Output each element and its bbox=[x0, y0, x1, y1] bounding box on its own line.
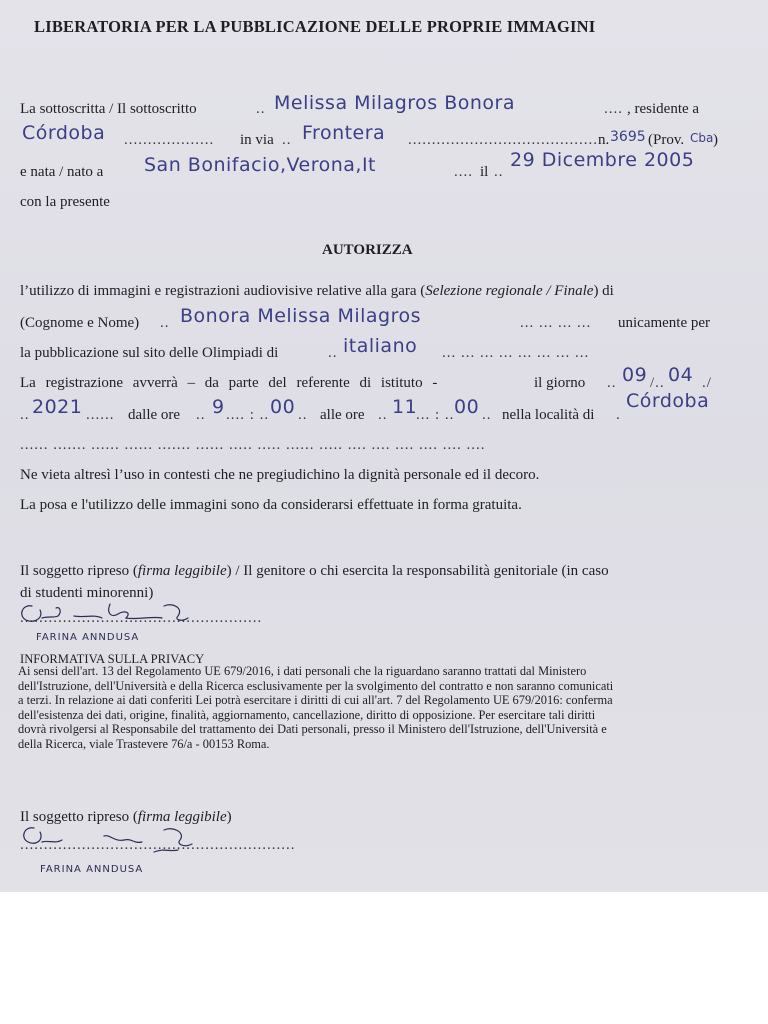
signature-print-name: FARINA ANNDUSA bbox=[36, 632, 140, 643]
dots: .... bbox=[454, 164, 473, 180]
prov-close: ) bbox=[713, 132, 718, 148]
month-handwritten: 04 bbox=[668, 364, 694, 386]
localita-label: nella località di bbox=[502, 407, 595, 423]
dots-continuation-line: ...... ....... ...... ...... ....... ...... ..... ..... ...... ..... .... .... .... .... .... .... bbox=[20, 437, 486, 453]
privacy-title: INFORMATIVA SULLA PRIVACY bbox=[20, 652, 205, 666]
privacy-line: dell'esistenza dei dati, origine, finalità, aggiornamento, cancellazione, diritto di opposizione. Per esercitare tali diritti bbox=[18, 707, 596, 722]
city-handwritten: Córdoba bbox=[22, 122, 106, 144]
signature-stroke bbox=[22, 606, 60, 621]
cognome-label: (Cognome e Nome) bbox=[20, 315, 140, 331]
dots: .. bbox=[494, 164, 504, 180]
alle-label: alle ore bbox=[320, 407, 365, 423]
giorno-label: il giorno bbox=[534, 375, 586, 391]
prov-handwritten: Cba bbox=[690, 131, 714, 145]
from-hour-handwritten: 9 bbox=[212, 396, 225, 418]
signature-stroke bbox=[74, 604, 188, 620]
dots: ................... bbox=[124, 132, 215, 148]
dalle-label: dalle ore bbox=[128, 407, 181, 423]
signature-stroke bbox=[24, 828, 62, 843]
privacy-line: dovrà rivolgersi al Responsabile del trattamento dei Dati personali, presso il Ministero dell'Istruzione, dell'Università e bbox=[18, 722, 607, 736]
number-label: n. bbox=[598, 132, 610, 148]
posa-text: La posa e l'utilizzo delle immagini sono da considerarsi effettuate in forma gratuita. bbox=[20, 497, 522, 513]
participant-handwritten: Bonora Melissa Milagros bbox=[180, 305, 422, 327]
signature-1-handwritten bbox=[14, 596, 244, 650]
dots: .. bbox=[196, 407, 206, 423]
from-min-handwritten: 00 bbox=[270, 396, 296, 418]
privacy-line: della Ricerca, viale Trastevere 76/a - 00153 Roma. bbox=[18, 736, 270, 751]
year-handwritten: 2021 bbox=[32, 396, 83, 418]
nata-label: e nata / nato a bbox=[20, 164, 104, 180]
dots: .. bbox=[482, 407, 492, 423]
body-text-italic: Selezione regionale / Finale bbox=[425, 283, 594, 299]
dots: .... bbox=[604, 101, 623, 117]
dots: .. bbox=[256, 101, 266, 117]
dots: .. bbox=[378, 407, 388, 423]
dots: . bbox=[616, 407, 621, 423]
privacy-line: dell'Istruzione, dell'Università e della Ricerca esclusivamente per la svolgimento del contratto e non saranno comunicati bbox=[18, 678, 614, 693]
birthplace-handwritten: San Bonifacio,Verona,It bbox=[144, 154, 376, 176]
privacy-line: a terzi. In relazione ai dati conferiti Lei potrà esercitare i diritti di cui all'art. 7 del Regolamento UE 679/2016: conferma bbox=[18, 693, 613, 707]
name-handwritten: Melissa Milagros Bonora bbox=[274, 92, 516, 114]
locality-handwritten: Córdoba bbox=[626, 390, 710, 412]
day-handwritten: 09 bbox=[622, 364, 648, 386]
privacy-line: Ai sensi dell'art. 13 del Regolamento UE 679/2016, i dati personali che la riguardano saranno trattati dal Ministero bbox=[18, 664, 587, 678]
dots: .. bbox=[607, 375, 617, 391]
form-title: LIBERATORIA PER LA PUBBLICAZIONE DELLE PROPRIE IMMAGINI bbox=[34, 17, 596, 36]
number-handwritten: 3695 bbox=[610, 129, 646, 145]
to-min-handwritten: 00 bbox=[454, 396, 480, 418]
residente-label: , residente a bbox=[627, 101, 700, 117]
signature-label-line2: di studenti minorenni) bbox=[20, 585, 154, 601]
dots: ./ bbox=[702, 375, 712, 391]
body-text-a: l’utilizzo di immagini e registrazioni audiovisive relative alla gara (Selezione regionale / Finale) di bbox=[20, 283, 614, 299]
vieta-text: Ne vieta altresì l’uso in contesti che ne pregiudichino la dignità personale ed il decoro. bbox=[20, 467, 540, 483]
dots: ... : .. bbox=[416, 407, 455, 423]
dots: .. bbox=[298, 407, 308, 423]
dots: .. bbox=[328, 345, 338, 361]
signature-2-label: Il soggetto ripreso (firma leggibile) bbox=[20, 809, 232, 825]
signature-stroke bbox=[104, 829, 192, 852]
to-hour-handwritten: 11 bbox=[392, 396, 418, 418]
dots: ...... bbox=[86, 407, 115, 423]
via-label: in via bbox=[240, 132, 274, 148]
autorizza-heading: AUTORIZZA bbox=[322, 242, 413, 258]
sottoscritto-label: La sottoscritta / Il sottoscritto bbox=[20, 101, 197, 117]
presente-label: con la presente bbox=[20, 194, 110, 210]
unicamente-label: unicamente per bbox=[618, 315, 711, 331]
dots: .. bbox=[160, 315, 170, 331]
olimpiadi-handwritten: italiano bbox=[343, 335, 418, 357]
body-line-1 bbox=[20, 282, 726, 300]
street-handwritten: Frontera bbox=[302, 122, 386, 144]
birthdate-handwritten: 29 Dicembre 2005 bbox=[510, 149, 695, 171]
pubblicazione-label: la pubblicazione sul sito delle Olimpiadi di bbox=[20, 345, 279, 361]
signature-2-dotted-line: .......................................................... bbox=[20, 837, 296, 853]
dots: /.. bbox=[650, 375, 665, 391]
il-label: il bbox=[480, 164, 489, 180]
dots: ........................................ bbox=[408, 132, 598, 148]
signature-label: Il soggetto ripreso (firma leggibile) / Il genitore o chi esercita la responsabilità genitoriale (in caso bbox=[20, 563, 609, 579]
dots: ... ... ... ... bbox=[520, 315, 592, 331]
registrazione-label: La registrazione avverrà – da parte del referente di istituto - bbox=[20, 375, 438, 391]
prov-label: (Prov. bbox=[648, 132, 685, 148]
dots: .. bbox=[20, 407, 30, 423]
dots: .. bbox=[282, 132, 292, 148]
dots: ... ... ... ... ... ... ... ... bbox=[442, 345, 590, 361]
signature-2-handwritten bbox=[14, 822, 244, 878]
signature-2-print-name: FARINA ANNDUSA bbox=[40, 864, 144, 875]
signature-dotted-line: ................................................... bbox=[20, 610, 263, 626]
dots: .... : .. bbox=[226, 407, 270, 423]
privacy-paragraph bbox=[18, 664, 736, 751]
